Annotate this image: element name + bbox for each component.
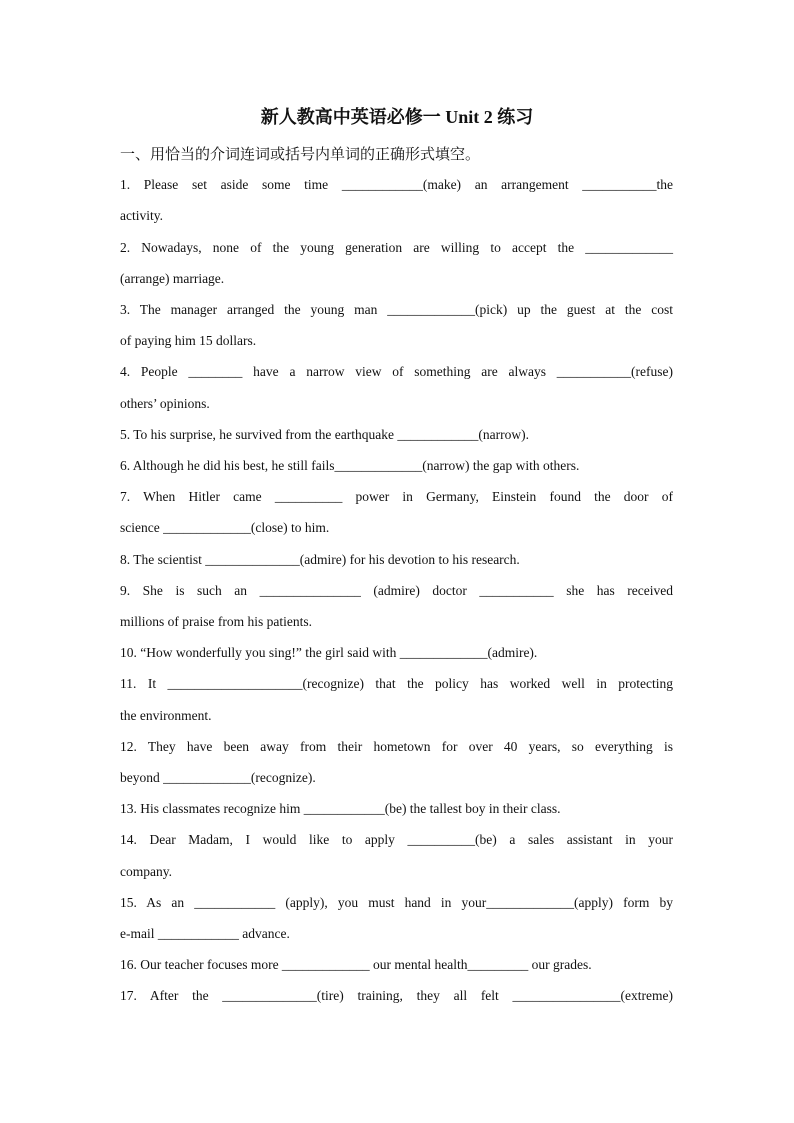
exercise-line: 11. It ____________________(recognize) that the policy has worked well in protecting (120, 676, 673, 691)
exercise-line: others’ opinions. (120, 396, 210, 411)
exercise-line: 14. Dear Madam, I would like to apply __________(be) a sales assistant in your (120, 832, 673, 847)
exercise-line: 17. After the ______________(tire) training, they all felt ________________(extreme) (120, 988, 673, 1003)
exercise-line: 16. Our teacher focuses more _____________ our mental health_________ our grades. (120, 957, 592, 972)
exercise-line: millions of praise from his patients. (120, 614, 312, 629)
exercise-line: activity. (120, 208, 163, 223)
exercise-line: of paying him 15 dollars. (120, 333, 257, 348)
exercise-line: 8. The scientist ______________(admire) for his devotion to his research. (120, 552, 520, 567)
exercise-line: 1. Please set aside some time ____________(make) an arrangement ___________the (120, 177, 673, 192)
exercise-line: the environment. (120, 708, 212, 723)
exercise-line: 6. Although he did his best, he still fails_____________(narrow) the gap with others. (120, 458, 580, 473)
exercise-line: 12. They have been away from their hometown for over 40 years, so everything is (120, 739, 673, 754)
exercise-line: beyond _____________(recognize). (120, 770, 316, 785)
exercise-line: 9. She is such an _______________ (admire) doctor ___________ she has received (120, 583, 673, 598)
exercise-line: 13. His classmates recognize him ____________(be) the tallest boy in their class. (120, 801, 561, 816)
exercise-line: 5. To his surprise, he survived from the earthquake ____________(narrow). (120, 427, 529, 442)
exercise-line: 10. “How wonderfully you sing!” the girl said with _____________(admire). (120, 645, 538, 660)
exercise-line: 3. The manager arranged the young man _____________(pick) up the guest at the cost (120, 302, 673, 317)
exercise-line: company. (120, 864, 172, 879)
exercise-line: e-mail ____________ advance. (120, 926, 290, 941)
section-heading: 一、用恰当的介词连词或括号内单词的正确形式填空。 (120, 147, 481, 163)
exercise-line: 4. People ________ have a narrow view of something are always ___________(refuse) (120, 364, 673, 379)
exercise-line: 2. Nowadays, none of the young generation are willing to accept the _____________ (120, 240, 673, 255)
exercise-line: (arrange) marriage. (120, 271, 225, 286)
exercise-line: 15. As an ____________ (apply), you must hand in your_____________(apply) form by (120, 895, 673, 910)
exercise-line: 7. When Hitler came __________ power in Germany, Einstein found the door of (120, 489, 673, 504)
exercise-line: science _____________(close) to him. (120, 520, 330, 535)
page-title: 新人教高中英语必修一 Unit 2 练习 (260, 107, 534, 127)
